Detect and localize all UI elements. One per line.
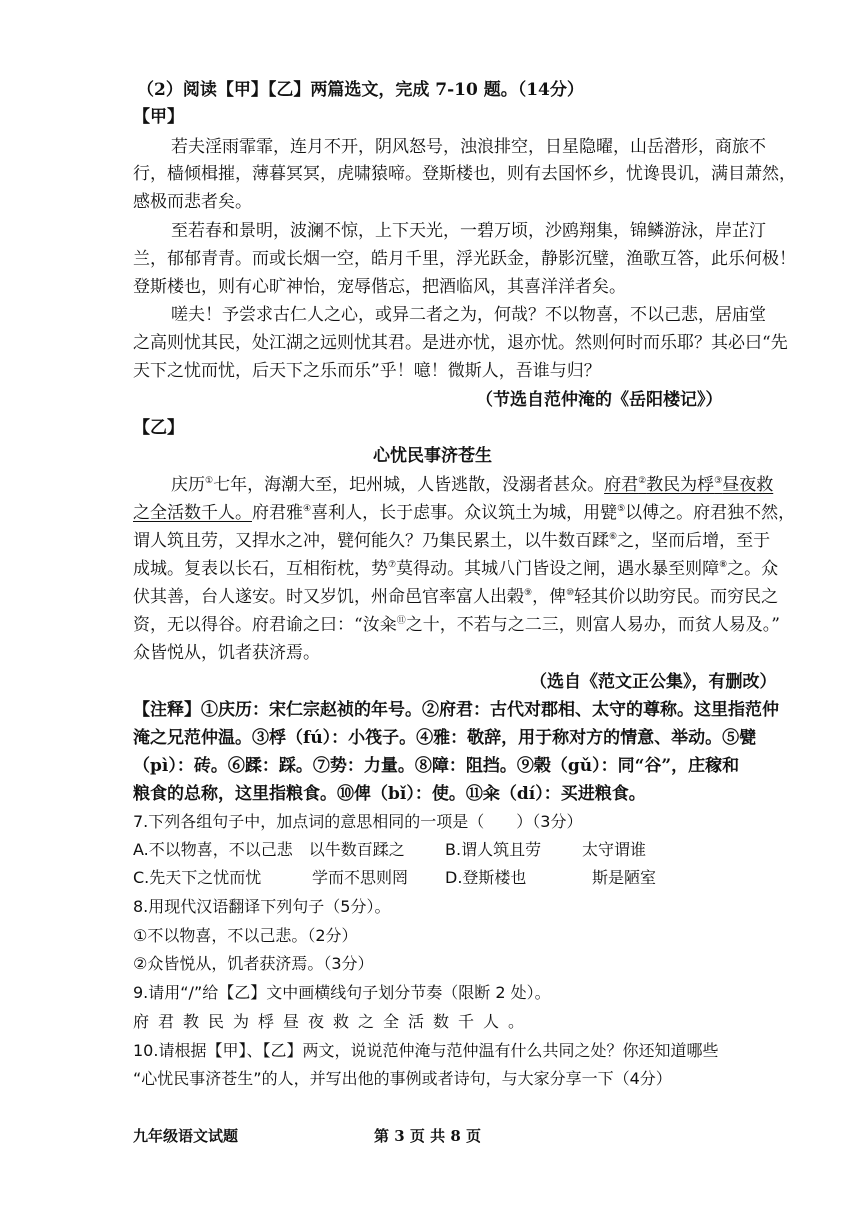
yi-line-2: 之全活数千人。府君雅④喜利人，长于虑事。众议筑土为城，用甓⑤以傅之。府君独不然， [133,503,796,523]
notes-line-1: 【注释】①庆历：宋仁宗赵祯的年号。②府君：古代对郡相、太守的尊称。这里指范仲 [133,700,779,720]
q7-option-a: A.不以物喜，不以己悲 以牛数百蹂之 [133,840,405,859]
jia-line-9: 天下之忧而忧，后天下之乐而乐”乎！噫！微斯人，吾谁与归？ [133,361,601,381]
question-7: 7.下列各组句子中，加点词的意思相同的一项是（ ）（3分） [133,812,583,831]
question-8-2: ②众皆悦从，饥者获济焉。（3分） [133,954,374,973]
yi-line-3: 谓人筑且劳，又捍水之冲，甓何能久？乃集民累土，以牛数百蹂⑥之，坚而后增，至于 [133,531,771,551]
question-9-sentence: 府君教民为桴昼夜救之全活数千人。 [133,1012,534,1031]
notes-line-4: 粮食的总称，这里指粮食。⑩俾（bǐ）：使。⑪籴（dí）：买进粮食。 [133,784,646,804]
jia-line-1: 若夫淫雨霏霏，连月不开，阴风怒号，浊浪排空，日星隐曜，山岳潜形，商旅不 [171,137,766,157]
jia-line-6: 登斯楼也，则有心旷神怡，宠辱偕忘，把酒临风，其喜洋洋者矣。 [133,277,626,297]
jia-line-2: 行，樯倾楫摧，薄暮冥冥，虎啸猿啼。登斯楼也，则有去国怀乡，忧谗畏讥，满目萧然， [133,164,796,184]
passage-yi-label: 【乙】 [133,418,184,438]
yi-line-5: 伏其善，台人遂安。时又岁饥，州命邑官率富人出榖⑨，俾⑩轻其价以助穷民。而穷民之 [133,587,779,607]
jia-line-7: 嗟夫！予尝求古仁人之心，或异二者之为，何哉？不以物喜，不以己悲，居庙堂 [171,305,766,325]
jia-line-8: 之高则忧其民，处江湖之远则忧其君。是进亦忧，退亦忧。然则何时而乐耶？其必曰“先 [133,333,788,353]
passage-yi-title: 心忧民事济苍生 [373,446,492,466]
yi-line-4: 成城。复表以长石，互相衔枕，势⑦莫得动。其城八门皆设之闸，遇水暴至则障⑧之。众 [133,559,779,579]
question-10-line-2: “心忧民事济苍生”的人，并写出他的事例或者诗句，与大家分享一下（4分） [133,1069,672,1088]
question-10-line-1: 10.请根据【甲】、【乙】两文，说说范仲淹与范仲温有什么共同之处？你还知道哪些 [133,1041,719,1060]
jia-source: （节选自范仲淹的《岳阳楼记》） [476,390,723,410]
yi-line-7: 众皆悦从，饥者获济焉。 [133,643,320,663]
question-8-1: ①不以物喜，不以己悲。（2分） [133,926,358,945]
question-9: 9.请用“/”给【乙】文中画横线句子划分节奏（限断 2 处）。 [133,983,551,1002]
notes-line-3: （pì）：砖。⑥蹂：踩。⑦势：力量。⑧障：阻挡。⑨榖（gǔ）：同“谷”，庄稼和 [133,756,740,776]
q7-option-c: C.先天下之忧而忧 [133,868,262,887]
jia-line-5: 兰，郁郁青青。而或长烟一空，皓月千里，浮光跃金，静影沉璧，渔歌互答，此乐何极！ [133,249,796,269]
yi-source: （选自《范文正公集》，有删改） [530,672,777,692]
q7-option-b-2: 太守谓谁 [582,840,647,859]
footer-title: 九年级语文试题 [133,1127,239,1145]
yi-line-6: 资，无以得谷。府君谕之曰：“汝籴⑪之十，不若与之二三，则富人易办，而贫人易及。” [133,615,780,635]
jia-line-3: 感极而悲者矣。 [133,192,252,212]
jia-line-4: 至若春和景明，波澜不惊，上下天光，一碧万顷，沙鸥翔集，锦鳞游泳，岸芷汀 [171,221,766,241]
notes-line-2: 淹之兄范仲温。③桴（fú）：小筏子。④雅：敬辞，用于称对方的情意、举动。⑤甓 [133,728,757,748]
q7-option-b: B.谓人筑且劳 [445,840,542,859]
question-8: 8.用现代汉语翻译下列句子（5分）。 [133,897,391,916]
yi-line-1: 庆历①七年，海潮大至，圯州城，人皆逃散，没溺者甚众。府君②教民为桴③昼夜救 [171,475,774,495]
q7-option-d: D.登斯楼也 [445,868,527,887]
section-header: （2）阅读【甲】【乙】两篇选文，完成 7-10 题。（14分） [137,80,584,100]
q7-option-c-2: 学而不思则罔 [312,868,409,887]
q7-option-d-2: 斯是陋室 [592,868,657,887]
footer-page-number: 第 3 页 共 8 页 [374,1127,481,1145]
passage-jia-label: 【甲】 [133,107,184,127]
